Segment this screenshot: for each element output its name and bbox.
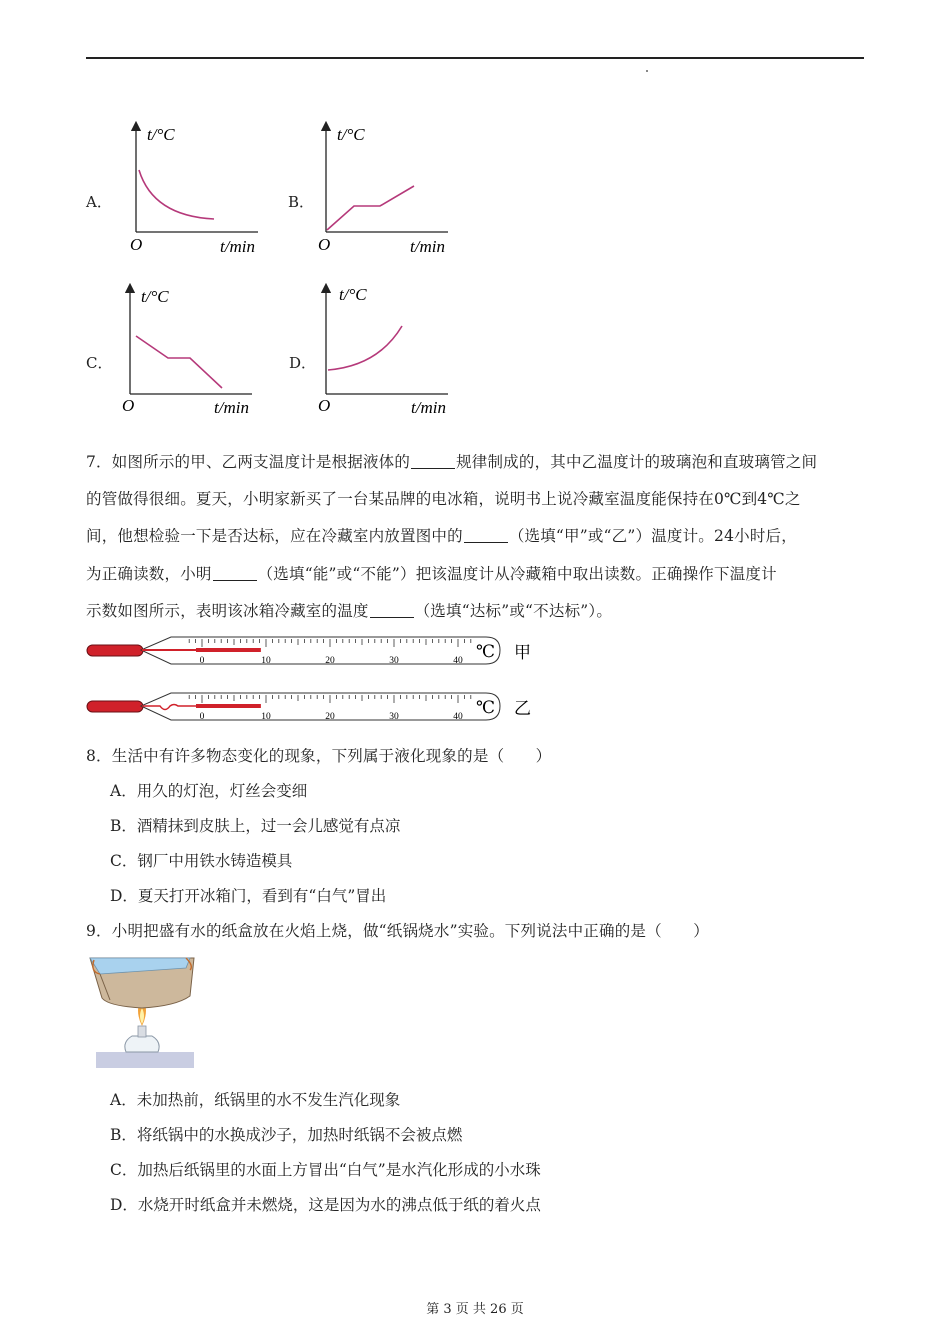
x-axis-label: t/min	[220, 237, 255, 256]
q7-blank-1[interactable]	[411, 454, 455, 469]
option-d-label: D．	[289, 354, 317, 372]
table-surface	[96, 1052, 194, 1068]
graph-b	[308, 118, 458, 260]
unit-label: ℃	[476, 698, 496, 717]
alcohol-lamp	[125, 1036, 159, 1052]
thermometer-name: 乙	[514, 699, 531, 718]
tick-label-0: 0	[199, 656, 205, 666]
thermometer-yi	[86, 686, 546, 728]
y-axis-label: t/°C	[339, 285, 367, 304]
tick-label-10: 10	[261, 656, 271, 666]
header-rule	[86, 57, 864, 59]
option-b-label: B．	[288, 193, 315, 211]
q8-stem: 8．生活中有许多物态变化的现象，下列属于液化现象的是（ ）	[86, 747, 552, 765]
liquid-column	[196, 704, 261, 708]
curve-a	[139, 170, 214, 219]
option-c-label: C．	[86, 354, 113, 372]
y-axis-label: t/°C	[147, 125, 175, 144]
tick-label-10: 10	[261, 712, 271, 722]
graph-d	[308, 280, 458, 422]
q8-option-b[interactable]: B．酒精抹到皮肤上，过一会儿感觉有点凉	[110, 817, 401, 835]
page-footer: 第 3 页 共 26 页	[426, 1302, 524, 1317]
q7-line-3: 间，他想检验一下是否达标，应在冷藏室内放置图中的 （选填“甲”或“乙”）温度计。24小时后，	[86, 527, 797, 545]
q7-blank-3[interactable]	[213, 566, 257, 581]
origin-label: O	[130, 235, 143, 254]
origin-label: O	[122, 396, 135, 415]
thermometer-jia	[86, 630, 546, 672]
q7-line-1: 7．如图所示的甲、乙两支温度计是根据液体的 规律制成的，其中乙温度计的玻璃泡和直玻璃管之间	[86, 453, 818, 471]
q9-option-c[interactable]: C．加热后纸锅里的水面上方冒出“白气”是水汽化形成的小水珠	[110, 1161, 541, 1179]
tick-label-0: 0	[199, 712, 205, 722]
thermometer-name: 甲	[514, 643, 531, 662]
x-axis-label: t/min	[411, 398, 446, 417]
curve-c	[136, 336, 222, 388]
q9-stem: 9．小明把盛有水的纸盒放在火焰上烧，做“纸锅烧水”实验。下列说法中正确的是（ ）	[86, 922, 709, 940]
bulb	[87, 645, 143, 656]
paper-pot-illustration	[86, 950, 196, 1070]
q9-option-b[interactable]: B．将纸锅中的水换成沙子，加热时纸锅不会被点燃	[110, 1126, 463, 1144]
origin-label: O	[318, 396, 331, 415]
curve-d	[328, 326, 402, 370]
y-axis-label: t/°C	[141, 287, 169, 306]
y-axis-label: t/°C	[337, 125, 365, 144]
tick-label-40: 40	[453, 712, 463, 722]
q8-option-c[interactable]: C．钢厂中用铁水铸造模具	[110, 852, 293, 870]
header-dot	[646, 70, 648, 72]
q8-option-a[interactable]: A．用久的灯泡，灯丝会变细	[110, 782, 308, 800]
q7-line-5: 示数如图所示，表明该冰箱冷藏室的温度 （选填“达标”或“不达标”）。	[86, 602, 613, 620]
bulb	[87, 701, 143, 712]
graph-c	[112, 280, 262, 422]
unit-label: ℃	[476, 642, 496, 661]
q8-option-d[interactable]: D．夏天打开冰箱门，看到有“白气”冒出	[110, 887, 387, 905]
option-a-label: A．	[86, 193, 112, 211]
x-axis-label: t/min	[214, 398, 249, 417]
q7-line-4: 为正确读数，小明 （选填“能”或“不能”）把该温度计从冷藏箱中取出读数。正确操作下温度计	[86, 565, 777, 583]
origin-label: O	[318, 235, 331, 254]
q9-option-a[interactable]: A．未加热前，纸锅里的水不发生汽化现象	[110, 1091, 401, 1109]
q7-blank-2[interactable]	[464, 528, 508, 543]
tick-label-30: 30	[389, 656, 399, 666]
tick-label-20: 20	[325, 656, 335, 666]
q7-blank-4[interactable]	[370, 603, 414, 618]
graph-a	[118, 118, 268, 260]
curve-b	[327, 186, 414, 230]
tick-label-30: 30	[389, 712, 399, 722]
liquid-column	[196, 648, 261, 652]
tick-label-40: 40	[453, 656, 463, 666]
q9-option-d[interactable]: D．水烧开时纸盒并未燃烧，这是因为水的沸点低于纸的着火点	[110, 1196, 541, 1214]
x-axis-label: t/min	[410, 237, 445, 256]
tick-label-20: 20	[325, 712, 335, 722]
q7-line-2: 的管做得很细。夏天，小明家新买了一台某品牌的电冰箱，说明书上说冷藏室温度能保持在0℃到4℃之	[86, 490, 801, 508]
lamp-neck	[138, 1026, 146, 1037]
